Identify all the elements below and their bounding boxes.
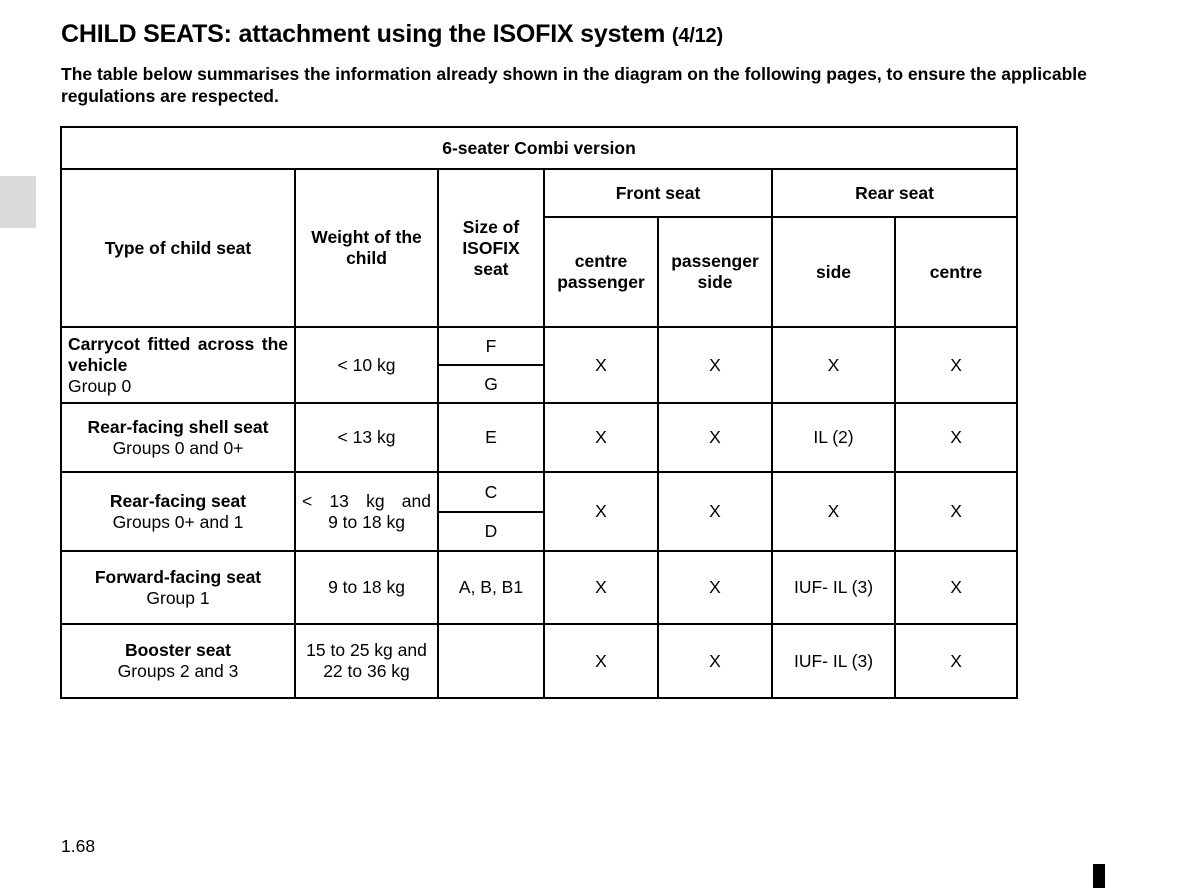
header-front-centre: centre passenger — [544, 217, 658, 327]
header-front-seat: Front seat — [544, 169, 772, 217]
page-title-text: CHILD SEATS: attachment using the ISOFIX system — [61, 20, 666, 48]
table-cell-weight — [295, 624, 438, 698]
table-cell-weight — [295, 472, 438, 551]
table-cell-front-passenger: X — [658, 327, 772, 403]
header-rear-centre: centre — [895, 217, 1017, 327]
page-number: 1.68 — [61, 836, 96, 856]
table-cell-front-passenger: X — [658, 403, 772, 472]
intro-paragraph: The table below summarises the information already shown in the diagram on the following pages, to ensure the applicable regulations are respected. — [61, 64, 1087, 106]
table-cell-rear-side: IL (2) — [772, 403, 895, 472]
type-name: Rear-facing seat — [109, 490, 247, 511]
table-cell-size: A, B, B1 — [438, 551, 544, 624]
header-type: Type of child seat — [61, 169, 295, 327]
table-cell-rear-side: IUF- IL (3) — [772, 624, 895, 698]
weight-line: 22 to 36 kg — [323, 661, 410, 681]
table-cell-front-centre: X — [544, 327, 658, 403]
table-cell-rear-centre: X — [895, 472, 1017, 551]
table-cell-front-passenger: X — [658, 551, 772, 624]
header-rear-seat: Rear seat — [772, 169, 1017, 217]
type-group: Groups 0 and 0+ — [112, 437, 244, 458]
table-cell-rear-side: IUF- IL (3) — [772, 551, 895, 624]
table-cell-size: G — [438, 365, 544, 403]
table-cell-front-passenger: X — [658, 624, 772, 698]
table-cell-type — [61, 327, 295, 403]
header-rear-side: side — [772, 217, 895, 327]
table-cell-size: C — [438, 472, 544, 512]
page-title-suffix: (4/12) — [671, 25, 723, 47]
table-caption: 6-seater Combi version — [61, 127, 1017, 169]
table-cell-size: D — [438, 512, 544, 551]
table-cell-type — [61, 403, 295, 472]
type-group: Groups 2 and 3 — [117, 661, 239, 681]
table-cell-size: F — [438, 327, 544, 365]
header-weight: Weight of the child — [295, 169, 438, 327]
section-tab-marker — [0, 176, 36, 228]
type-group: Group 0 — [68, 375, 132, 396]
table-cell-rear-centre: X — [895, 403, 1017, 472]
table-cell-size — [438, 624, 544, 698]
page-title — [61, 20, 723, 49]
weight-line: 9 to 18 kg — [328, 511, 405, 532]
table-cell-type — [61, 624, 295, 698]
table-cell-front-centre: X — [544, 551, 658, 624]
table-cell-front-centre: X — [544, 624, 658, 698]
type-group: Groups 0+ and 1 — [112, 511, 244, 532]
table-cell-rear-centre: X — [895, 624, 1017, 698]
table-cell-type — [61, 551, 295, 624]
table-cell-rear-centre: X — [895, 551, 1017, 624]
type-name: Forward-facing seat — [94, 566, 262, 587]
table-cell-weight: 9 to 18 kg — [295, 551, 438, 624]
table-cell-size: E — [438, 403, 544, 472]
isofix-table — [60, 126, 1018, 699]
header-front-passenger: passenger side — [658, 217, 772, 327]
table-cell-weight: < 13 kg — [295, 403, 438, 472]
type-group: Group 1 — [146, 587, 210, 608]
header-size: Size of ISOFIX seat — [438, 169, 544, 327]
type-name: Rear-facing shell seat — [87, 416, 269, 437]
table-cell-front-centre: X — [544, 403, 658, 472]
table-cell-front-centre: X — [544, 472, 658, 551]
weight-line: < 13 kg and — [302, 490, 431, 511]
table-cell-rear-side: X — [772, 472, 895, 551]
table-cell-front-passenger: X — [658, 472, 772, 551]
table-cell-weight: < 10 kg — [295, 327, 438, 403]
weight-line: 15 to 25 kg and — [306, 640, 427, 660]
table-cell-type — [61, 472, 295, 551]
table-cell-rear-side: X — [772, 327, 895, 403]
table-cell-rear-centre: X — [895, 327, 1017, 403]
type-name: Carrycot fitted across the vehicle — [68, 333, 288, 375]
type-name: Booster seat — [124, 640, 231, 660]
page-corner-marker — [1093, 864, 1105, 888]
